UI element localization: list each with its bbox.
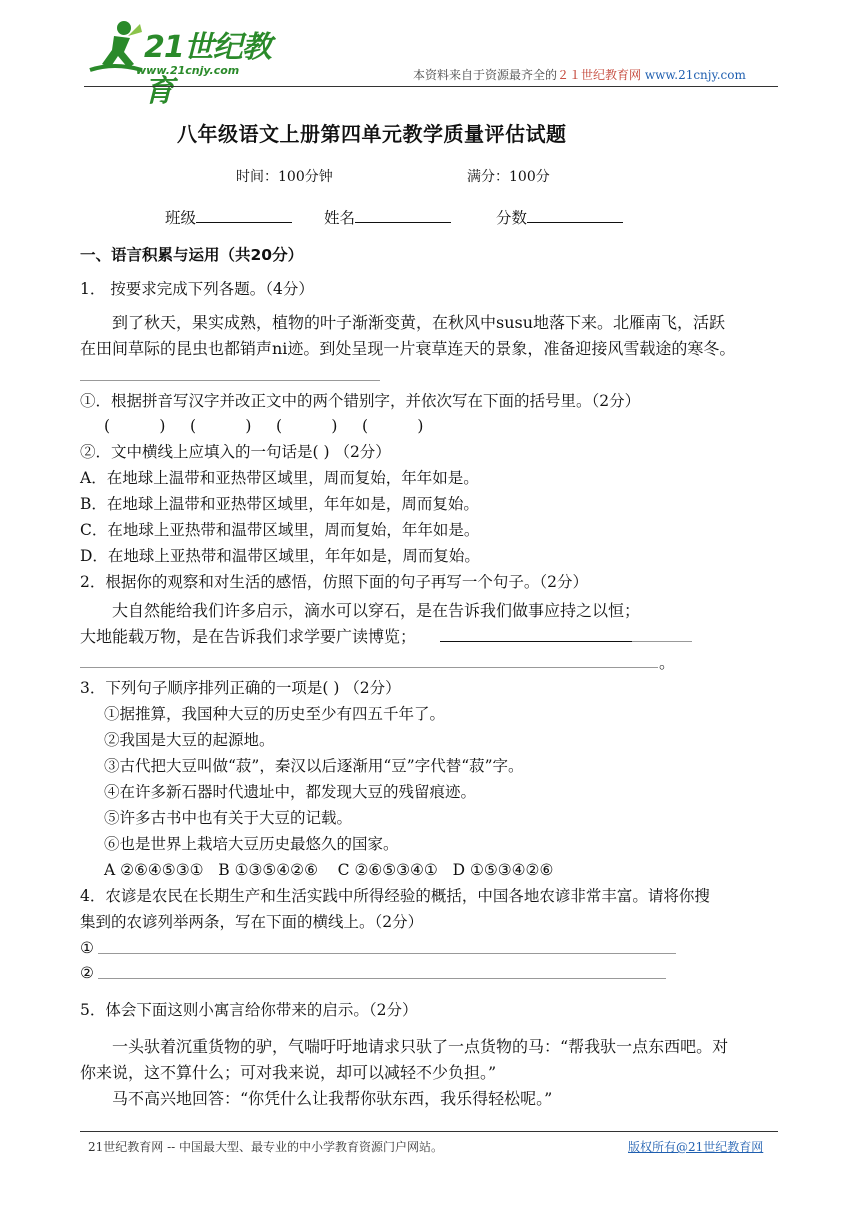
q3-item-6: ⑥也是世界上栽培大豆历史最悠久的国家。 [104,835,399,853]
score-blank[interactable] [527,206,623,223]
score-field [496,206,623,228]
logo-url: www.21cnjy.com [136,64,240,77]
q3-item-1: ①据推算，我国种大豆的历史至少有四五千年了。 [104,705,446,723]
q1-answer-brackets[interactable]: ( ) ( ) ( ) ( ) [104,417,424,435]
q1-option-a: A．在地球上温带和亚热带区域里，周而复始，年年如是。 [80,469,479,487]
q2-heading: 2．根据你的观察和对生活的感悟，仿照下面的句子再写一个句子。（2分） [80,573,588,591]
q5-heading: 5．体会下面这则小寓言给你带来的启示。（2分） [80,1001,418,1019]
q3-choices: A ②⑥④⑤③① B ①③⑤④②⑥ C ②⑥⑤③④① D ①⑤③④②⑥ [104,861,554,879]
q1-passage-line-2: 在田间草际的昆虫也都销声ni迹。到处呈现一片衰草连天的景象，准备迎接风雪载途的寒冬。 [80,339,736,358]
exam-time: 时间：100分钟 [236,169,333,185]
class-field [165,206,292,228]
q5-fable-line-2: 你来说，这不算什么；可对我来说，却可以减轻不少负担。” [80,1063,497,1082]
runner-logo-icon [84,18,144,80]
q4-heading-line-2: 集到的农谚列举两条，写在下面的横线上。（2分） [80,913,424,931]
q1-sub1: ①．根据拼音写汉字并改正文中的两个错别字，并依次写在下面的括号里。（2分） [80,392,641,410]
site-logo [84,18,284,109]
q1-option-b: B．在地球上温带和亚热带区域里，年年如是，周而复始。 [80,495,479,513]
section-heading: 一、语言积累与运用（共20分） [80,246,304,264]
q2-example-line-2: 大地能载万物，是在告诉我们求学要广读博览； [80,627,417,646]
q2-answer-line-1a[interactable] [440,641,632,642]
q1-passage-line-1: 到了秋天，果实成熟，植物的叶子渐渐变黄，在秋风中susu地落下来。北雁南飞，活跃 [112,313,726,332]
q3-item-4: ④在许多新石器时代遗址中，都发现大豆的残留痕迹。 [104,783,477,801]
name-label: 姓名 [324,209,356,227]
q2-answer-line-2[interactable] [80,667,658,668]
score-label: 分数 [496,209,528,227]
q2-example-line-1: 大自然能给我们许多启示，滴水可以穿石，是在告诉我们做事应持之以恒； [112,601,641,620]
header-rule [84,86,778,87]
footer-copyright-link[interactable]: 版权所有@21世纪教育网 [628,1140,764,1154]
q5-fable-line-3: 马不高兴地回答：“你凭什么让我帮你驮东西，我乐得轻松呢。” [112,1089,553,1108]
q1-answer-line[interactable] [80,380,380,381]
header-note-url[interactable]: www.21cnjy.com [644,68,746,82]
q4-marker-2: ② [80,964,94,982]
logo-text: 21世纪教育 [144,30,271,109]
q4-answer-line-1[interactable] [98,953,676,954]
header-note-site[interactable]: ２１世纪教育网 [557,68,642,82]
exam-full-score: 满分：100分 [467,169,550,185]
header-note-prefix: 本资料来自于资源最齐全的 [413,68,558,82]
class-label: 班级 [165,209,197,227]
q3-item-3: ③古代把大豆叫做“菽”，秦汉以后逐渐用“豆”字代替“菽”字。 [104,757,524,775]
q1-option-c: C．在地球上亚热带和温带区域里，周而复始，年年如是。 [80,521,480,539]
q3-item-5: ⑤许多古书中也有关于大豆的记载。 [104,809,353,827]
q1-sub2: ②．文中横线上应填入的一句话是( ) （2分） [80,443,391,461]
q2-answer-line-1b[interactable] [632,641,692,642]
name-field [324,206,451,228]
header-note [413,66,746,83]
q4-marker-1: ① [80,939,94,957]
page-title: 八年级语文上册第四单元教学质量评估试题 [177,122,567,146]
q1-heading: 1． 按要求完成下列各题。（4分） [80,280,314,298]
class-blank[interactable] [196,206,292,223]
q2-end-mark: 。 [659,653,676,672]
q4-answer-line-2[interactable] [98,978,666,979]
q5-fable-line-1: 一头驮着沉重货物的驴，气喘吁吁地请求只驮了一点货物的马：“帮我驮一点东西吧。对 [112,1037,729,1056]
q3-heading: 3．下列句子顺序排列正确的一项是( ) （2分） [80,679,401,697]
q1-option-d: D．在地球上亚热带和温带区域里，年年如是，周而复始。 [80,547,480,565]
footer-rule [80,1131,778,1132]
q4-heading-line-1: 4．农谚是农民在长期生产和生活实践中所得经验的概括，中国各地农谚非常丰富。请将你搜 [80,887,710,905]
name-blank[interactable] [355,206,451,223]
footer-text: 21世纪教育网 -- 中国最大型、最专业的中小学教育资源门户网站。 [88,1140,444,1154]
q3-item-2: ②我国是大豆的起源地。 [104,731,275,749]
